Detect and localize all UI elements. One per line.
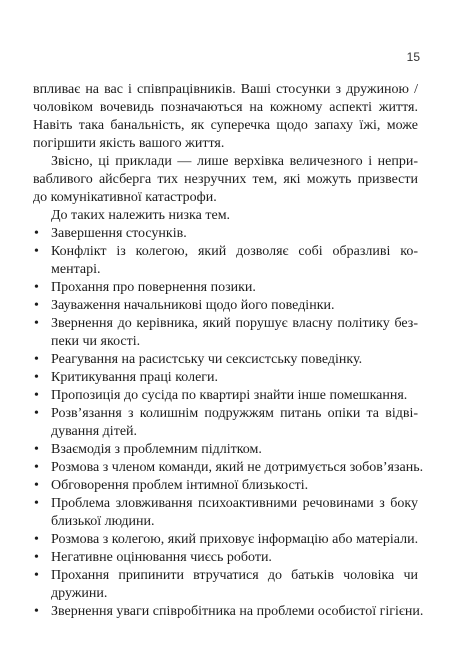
text-line: Пропозиція до сусіда по квартирі знайти інше помешкання. <box>51 388 408 403</box>
text-line: Розв’язання з колишнім подружжям питань опіки та відві- <box>51 406 418 421</box>
text-line: Конфлікт із колегою, який дозволяє собі образливі ко- <box>51 244 418 259</box>
text-line: дружини. <box>51 586 108 601</box>
text-line: чоловіком вочевидь позначаються на кожному аспекті життя. <box>33 100 418 115</box>
text-line: Проблема зловживання психоактивними речовинами з боку <box>51 496 418 511</box>
list-bullet: • <box>34 604 39 619</box>
text-line: Обговорення проблем інтимної близькості. <box>51 478 309 493</box>
text-line: впливає на вас і співпрацівників. Ваші стосунки з дружиною / <box>33 82 418 97</box>
list-bullet: • <box>34 244 39 259</box>
list-bullet: • <box>34 568 39 583</box>
text-line: до комунікативної катастрофи. <box>33 190 217 205</box>
text-line: Розмова з членом команди, який не дотримується зобов’язань. <box>51 460 424 475</box>
list-bullet: • <box>34 370 39 385</box>
list-bullet: • <box>34 226 39 241</box>
text-line: Прохання про повернення позики. <box>51 280 256 295</box>
text-line: вабливого айсберга тих незручних тем, які можуть призвести <box>33 172 418 187</box>
list-bullet: • <box>34 478 39 493</box>
text-line: Звернення уваги співробітника на проблеми особистої гігієни. <box>51 604 424 619</box>
list-bullet: • <box>34 388 39 403</box>
text-line: погіршити якість вашого життя. <box>33 136 225 151</box>
list-bullet: • <box>34 352 39 367</box>
text-line: Реагування на расистську чи сексистську поведінку. <box>51 352 363 367</box>
list-bullet: • <box>34 298 39 313</box>
text-line: Навіть така банальність, як суперечка щодо запаху їжі, може <box>33 118 418 133</box>
list-bullet: • <box>34 460 39 475</box>
text-line: ментарі. <box>51 262 101 277</box>
text-line: Звернення до керівника, який порушує власну політику без- <box>51 316 418 331</box>
text-line: Звісно, ці приклади — лише верхівка величезного і непри- <box>51 154 418 169</box>
list-bullet: • <box>34 496 39 511</box>
list-bullet: • <box>34 406 39 421</box>
text-line: дування дітей. <box>51 424 138 439</box>
text-line: Взаємодія з проблемним підлітком. <box>51 442 262 457</box>
text-line: Розмова з колегою, який приховує інформацію або матеріали. <box>51 532 419 547</box>
list-bullet: • <box>34 316 39 331</box>
list-bullet: • <box>34 442 39 457</box>
text-line: Прохання припинити втручатися до батьків чоловіка чи <box>51 568 418 583</box>
list-bullet: • <box>34 532 39 547</box>
text-line: Негативне оцінювання чиєсь роботи. <box>51 550 272 565</box>
text-line: Критикування праці колеги. <box>51 370 219 385</box>
text-line: До таких належить низка тем. <box>51 208 231 223</box>
text-line: Завершення стосунків. <box>51 226 187 241</box>
list-bullet: • <box>34 550 39 565</box>
page-number: 15 <box>406 50 420 64</box>
list-bullet: • <box>34 280 39 295</box>
text-line: Зауваження начальникові щодо його поведінки. <box>51 298 335 313</box>
text-line: пеки чи якості. <box>51 334 141 349</box>
text-line: близької людини. <box>51 514 155 529</box>
